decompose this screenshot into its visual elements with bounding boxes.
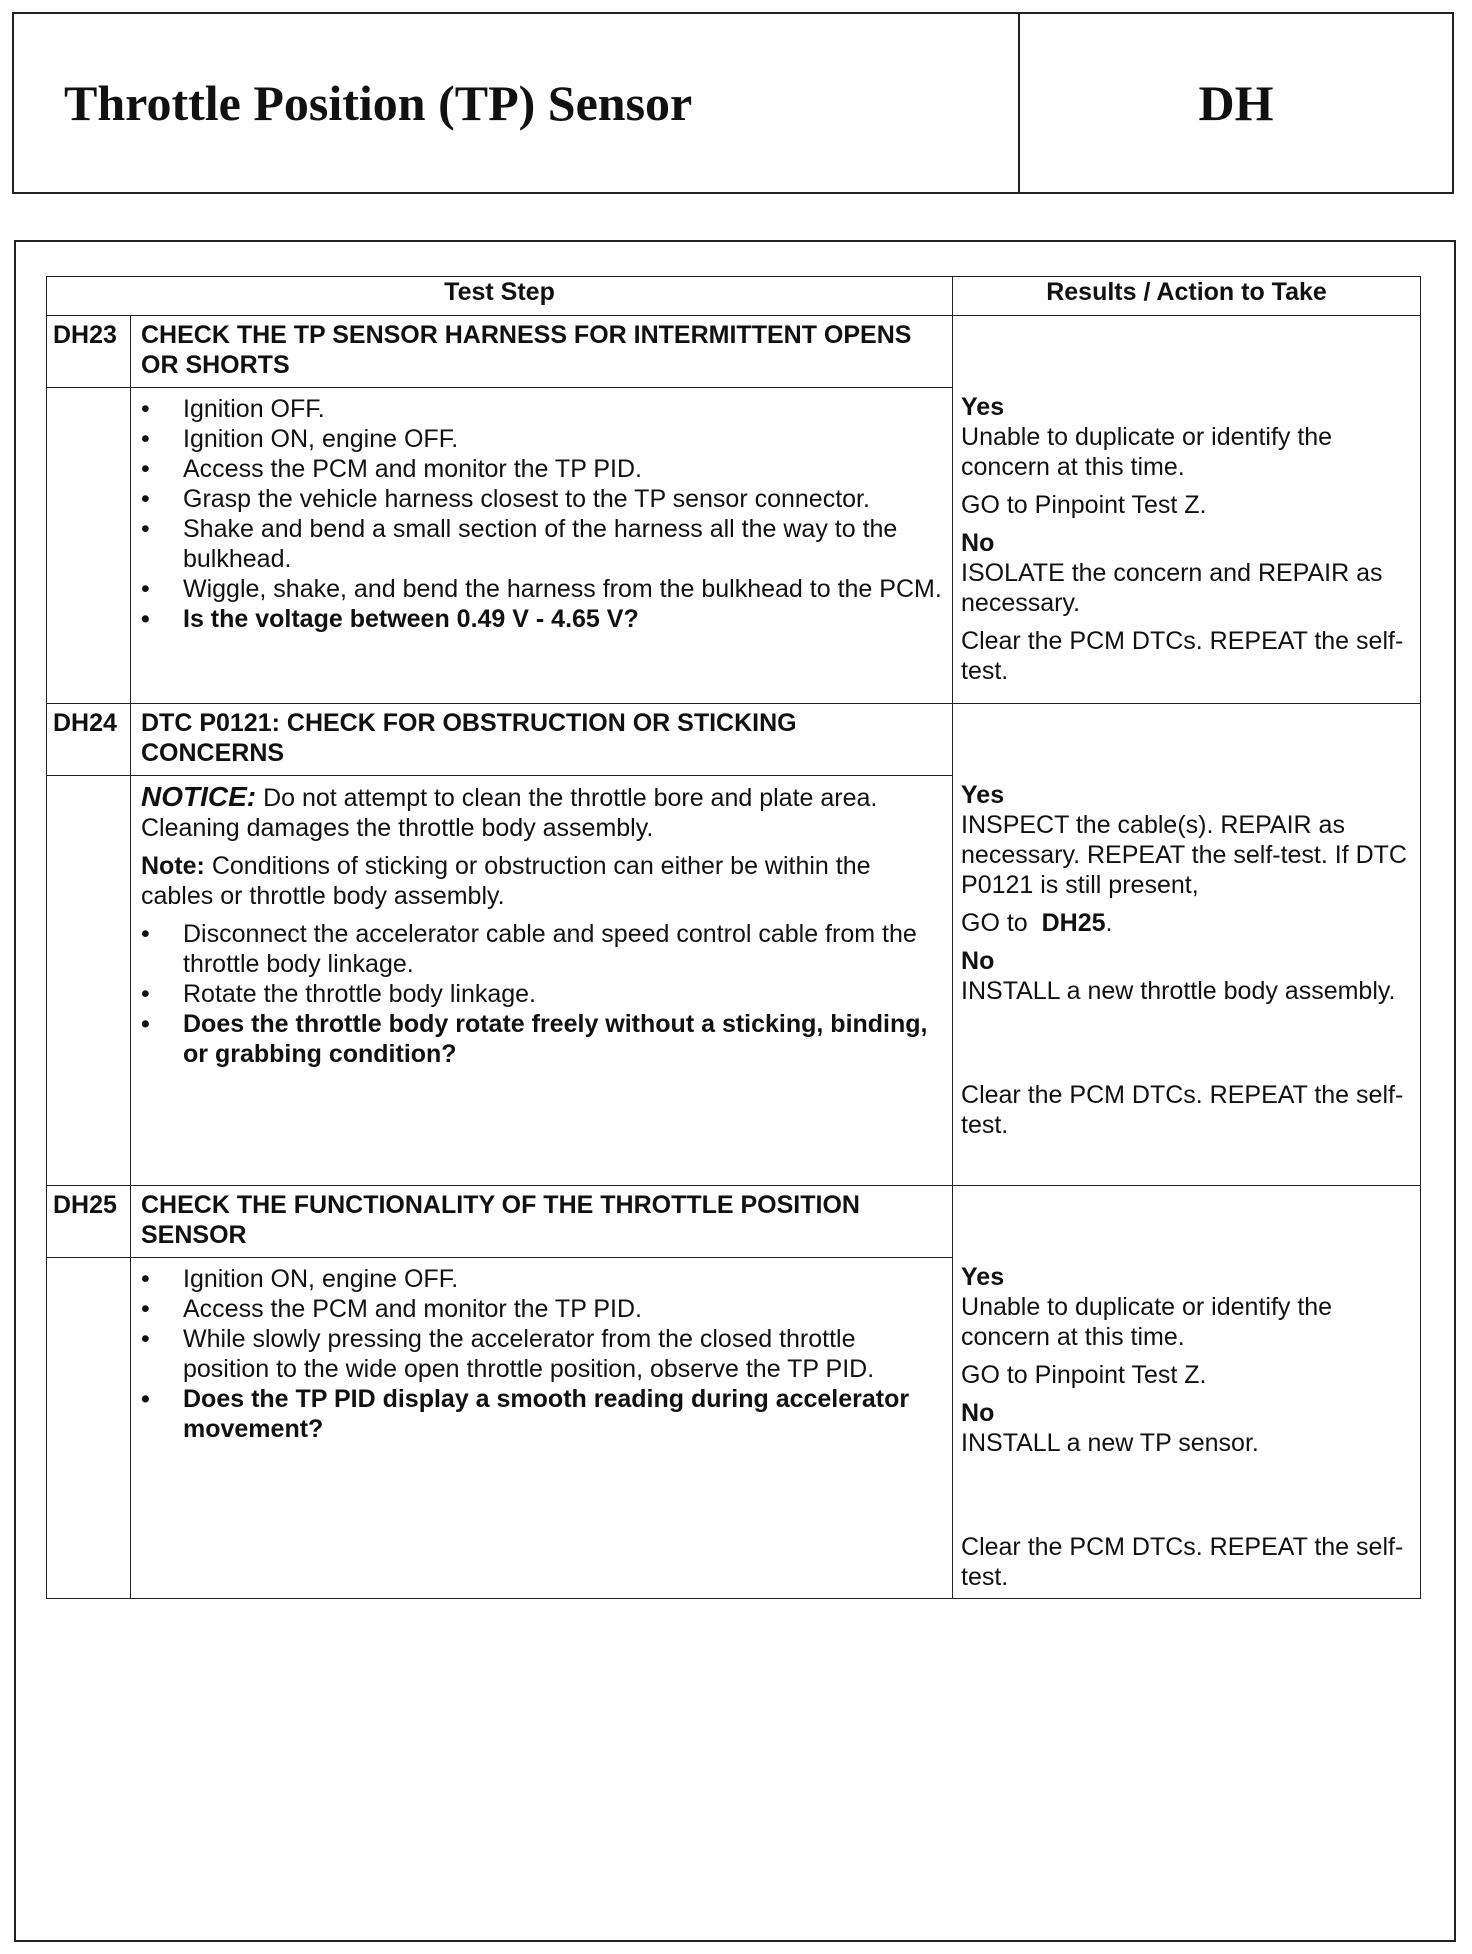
test-step-table (46, 276, 1421, 1599)
step-question: • Does the TP PID display a smooth reading during accelerator movement? (141, 1384, 942, 1444)
step-body (131, 388, 953, 704)
step-body (131, 776, 953, 1186)
page-title: Throttle Position (TP) Sensor (14, 14, 1020, 192)
step-title-row (47, 316, 1421, 388)
yes-label: Yes (961, 781, 1005, 809)
no-text: ISOLATE the concern and REPAIR as necessary. (961, 559, 1383, 617)
notice-text: Do not attempt to clean the throttle bore and plate area. Cleaning damages the throttle body assembly. (141, 784, 878, 842)
list-item: • Rotate the throttle body linkage. (141, 979, 942, 1009)
col-header-results: Results / Action to Take (953, 277, 1421, 316)
step-id: DH23 (47, 316, 131, 388)
list-item: • Access the PCM and monitor the TP PID. (141, 1294, 942, 1324)
page-header (12, 12, 1454, 194)
list-item: • Ignition OFF. (141, 394, 942, 424)
no-label: No (961, 947, 995, 975)
yes-action-ref: DH25 (1041, 909, 1106, 937)
final-action: Clear the PCM DTCs. REPEAT the self-test. (961, 1081, 1404, 1139)
note (141, 851, 942, 911)
note-label: Note: (141, 852, 205, 880)
step-id-spacer (47, 1258, 131, 1599)
step-bullets (141, 1264, 942, 1444)
step-bullets (141, 394, 942, 634)
step-title-row (47, 704, 1421, 776)
list-item: • While slowly pressing the accelerator from the closed throttle position to the wide open throttle position, observe the TP PID. (141, 1324, 942, 1384)
yes-label: Yes (961, 393, 1005, 421)
section-code: DH (1198, 75, 1274, 131)
yes-action (961, 908, 1412, 938)
list-item: • Ignition ON, engine OFF. (141, 424, 942, 454)
step-id: DH24 (47, 704, 131, 776)
yes-action-suffix: . (1105, 909, 1113, 937)
notice (141, 782, 942, 843)
step-question: • Is the voltage between 0.49 V - 4.65 V? (141, 604, 942, 634)
note-text: Conditions of sticking or obstruction can either be within the cables or throttle body assembly. (141, 852, 871, 910)
notice-label: NOTICE: (141, 781, 257, 812)
list-item: • Shake and bend a small section of the harness all the way to the bulkhead. (141, 514, 942, 574)
yes-text: INSPECT the cable(s). REPAIR as necessary. REPEAT the self-test. If DTC P0121 is still present, (961, 811, 1407, 899)
final-action: Clear the PCM DTCs. REPEAT the self-test. (961, 1533, 1404, 1591)
list-item: • Access the PCM and monitor the TP PID. (141, 454, 942, 484)
step-body (131, 1258, 953, 1599)
step-title-row (47, 1186, 1421, 1258)
no-label: No (961, 1399, 995, 1427)
yes-text: Unable to duplicate or identify the concern at this time. (961, 423, 1333, 481)
step-results (953, 1186, 1421, 1599)
no-label: No (961, 529, 995, 557)
col-header-test-step: Test Step (47, 277, 953, 316)
list-item: • Disconnect the accelerator cable and speed control cable from the throttle body linkage. (141, 919, 942, 979)
yes-text: Unable to duplicate or identify the concern at this time. (961, 1293, 1333, 1351)
step-id: DH25 (47, 1186, 131, 1258)
list-item: • Grasp the vehicle harness closest to the TP sensor connector. (141, 484, 942, 514)
step-question: • Does the throttle body rotate freely without a sticking, binding, or grabbing condition? (141, 1009, 942, 1069)
step-id-spacer (47, 776, 131, 1186)
step-title: CHECK THE FUNCTIONALITY OF THE THROTTLE POSITION SENSOR (131, 1186, 953, 1258)
no-text: INSTALL a new TP sensor. (961, 1429, 1259, 1457)
step-bullets (141, 919, 942, 1069)
yes-action-prefix: GO to (961, 909, 1028, 937)
step-results (953, 316, 1421, 704)
table-header-row (47, 277, 1421, 316)
step-results (953, 704, 1421, 1186)
step-id-spacer (47, 388, 131, 704)
no-text: INSTALL a new throttle body assembly. (961, 977, 1396, 1005)
yes-action: GO to Pinpoint Test Z. (961, 1361, 1207, 1389)
final-action: Clear the PCM DTCs. REPEAT the self-test. (961, 627, 1404, 685)
step-title: CHECK THE TP SENSOR HARNESS FOR INTERMITTENT OPENS OR SHORTS (131, 316, 953, 388)
step-title: DTC P0121: CHECK FOR OBSTRUCTION OR STICKING CONCERNS (131, 704, 953, 776)
list-item: • Wiggle, shake, and bend the harness from the bulkhead to the PCM. (141, 574, 942, 604)
list-item: • Ignition ON, engine OFF. (141, 1264, 942, 1294)
yes-label: Yes (961, 1263, 1005, 1291)
yes-action: GO to Pinpoint Test Z. (961, 491, 1207, 519)
